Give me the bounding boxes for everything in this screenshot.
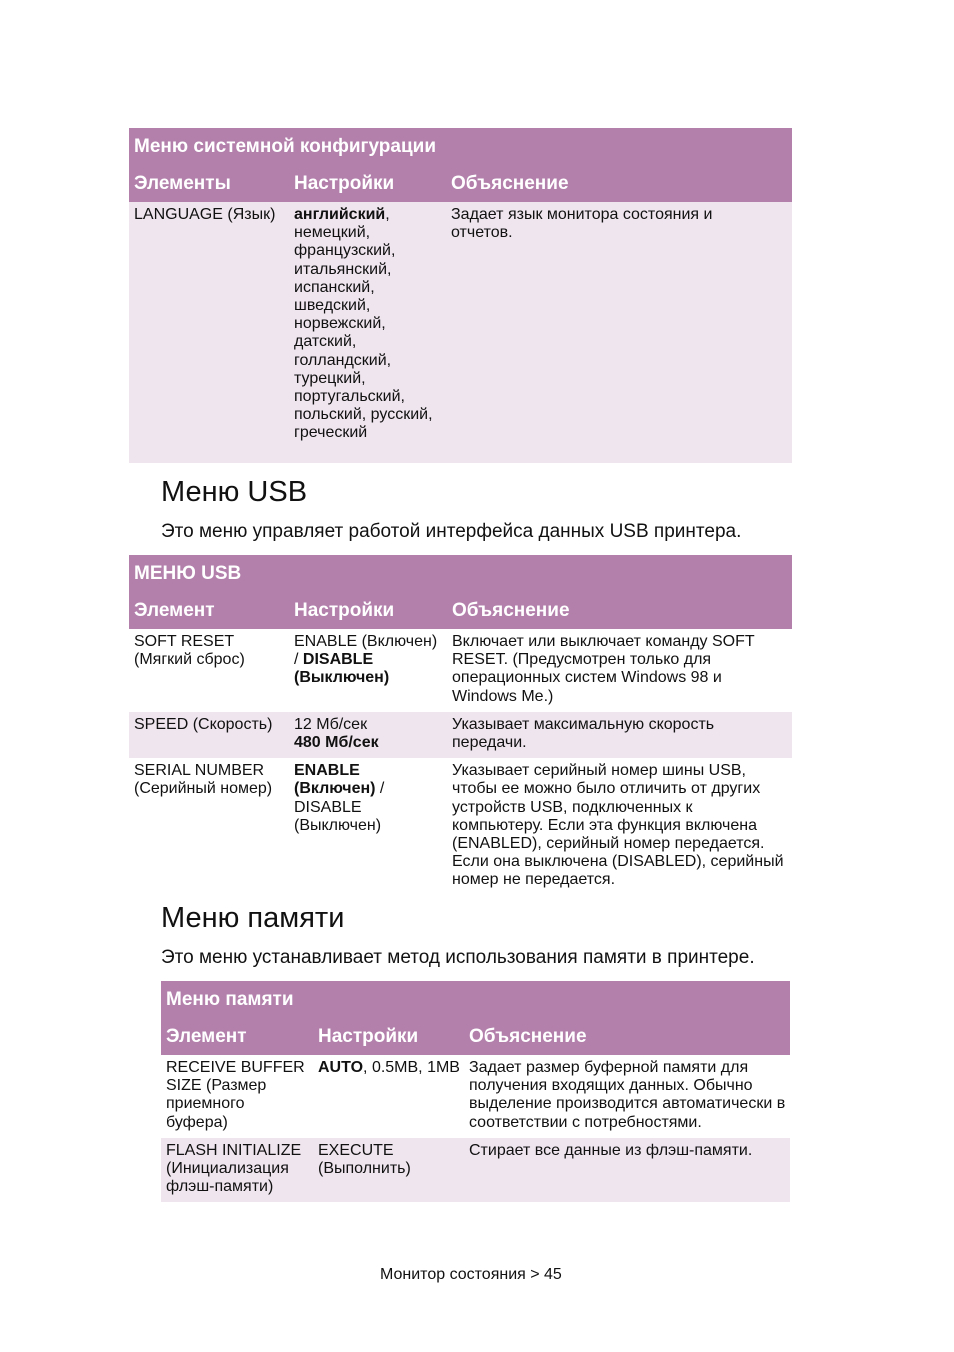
item-cell: SPEED (Скорость) <box>129 712 289 758</box>
settings-text: , немецкий, французский, итальянский, испанский, шведский, норвежский, датский, голландский, турецкий, португальский, польский, русский, греческий <box>294 206 433 442</box>
explanation-cell: Указывает серийный номер шины USB, чтобы ее можно было отличить от других устройств USB, подключенных к компьютеру. Если эта функция включена (ENABLED), серийный номер передается. Если она выключена (DISABLED), серийный номер не передается. <box>447 758 792 895</box>
item-cell: RECEIVE BUFFER SIZE (Размер приемного буфера) <box>161 1055 313 1138</box>
system-config-table <box>129 128 792 463</box>
table-title: Меню памяти <box>161 981 790 1018</box>
table-row <box>129 629 792 712</box>
column-header: Элементы <box>129 165 289 202</box>
usb-menu-table <box>129 555 792 896</box>
explanation-cell: Стирает все данные из флэш-памяти. <box>464 1138 790 1203</box>
column-header: Объяснение <box>446 165 792 202</box>
page-footer: Монитор состояния > 45 <box>380 1266 562 1283</box>
settings-cell <box>313 1055 464 1138</box>
table-title: Меню системной конфигурации <box>129 128 792 165</box>
column-header: Настройки <box>289 592 447 629</box>
item-cell: SOFT RESET (Мягкий сброс) <box>129 629 289 712</box>
settings-text: / DISABLE (Выключен) <box>294 780 385 834</box>
default-setting: AUTO <box>318 1059 364 1076</box>
settings-cell: EXECUTE (Выполнить) <box>313 1138 464 1203</box>
item-cell: SERIAL NUMBER (Серийный номер) <box>129 758 289 895</box>
memory-heading: Меню памяти <box>161 902 345 934</box>
column-header: Настройки <box>313 1018 464 1055</box>
column-header: Объяснение <box>464 1018 790 1055</box>
memory-menu-table <box>161 981 790 1202</box>
table-title: МЕНЮ USB <box>129 555 792 592</box>
usb-heading: Меню USB <box>161 476 308 508</box>
settings-text: 12 Мб/сек <box>294 715 368 733</box>
column-header: Элемент <box>129 592 289 629</box>
column-header: Объяснение <box>447 592 792 629</box>
settings-text: ENABLE (Включен) / <box>294 633 438 669</box>
item-cell: LANGUAGE (Язык) <box>129 202 289 463</box>
settings-cell <box>289 758 447 895</box>
explanation-cell: Указывает максимальную скорость передачи. <box>447 712 792 758</box>
table-row <box>129 202 792 463</box>
column-header: Настройки <box>289 165 446 202</box>
memory-intro: Это меню устанавливает метод использования памяти в принтере. <box>161 947 755 968</box>
default-setting: DISABLE (Выключен) <box>294 651 390 687</box>
explanation-cell: Задает язык монитора состояния и отчетов. <box>446 202 792 463</box>
table-row <box>129 712 792 758</box>
settings-text: , 0.5MB, 1MB <box>363 1059 460 1076</box>
table-row <box>161 1055 790 1138</box>
default-setting: ENABLE (Включен) <box>294 762 376 798</box>
usb-intro: Это меню управляет работой интерфейса данных USB принтера. <box>161 521 742 542</box>
default-setting: английский <box>294 206 386 223</box>
settings-cell <box>289 629 447 712</box>
explanation-cell: Включает или выключает команду SOFT RESET. (Предусмотрен только для операционных систем Windows 98 и Windows Me.) <box>447 629 792 712</box>
table-row <box>129 758 792 895</box>
column-header: Элемент <box>161 1018 313 1055</box>
table-row <box>161 1138 790 1203</box>
default-setting: 480 Мб/сек <box>294 734 379 752</box>
settings-cell <box>289 202 446 463</box>
explanation-cell: Задает размер буферной памяти для получения входящих данных. Обычно выделение производится автоматически в соответствии с потребностями. <box>464 1055 790 1138</box>
item-cell: FLASH INITIALIZE (Инициализация флэш-памяти) <box>161 1138 313 1203</box>
settings-cell <box>289 712 447 758</box>
